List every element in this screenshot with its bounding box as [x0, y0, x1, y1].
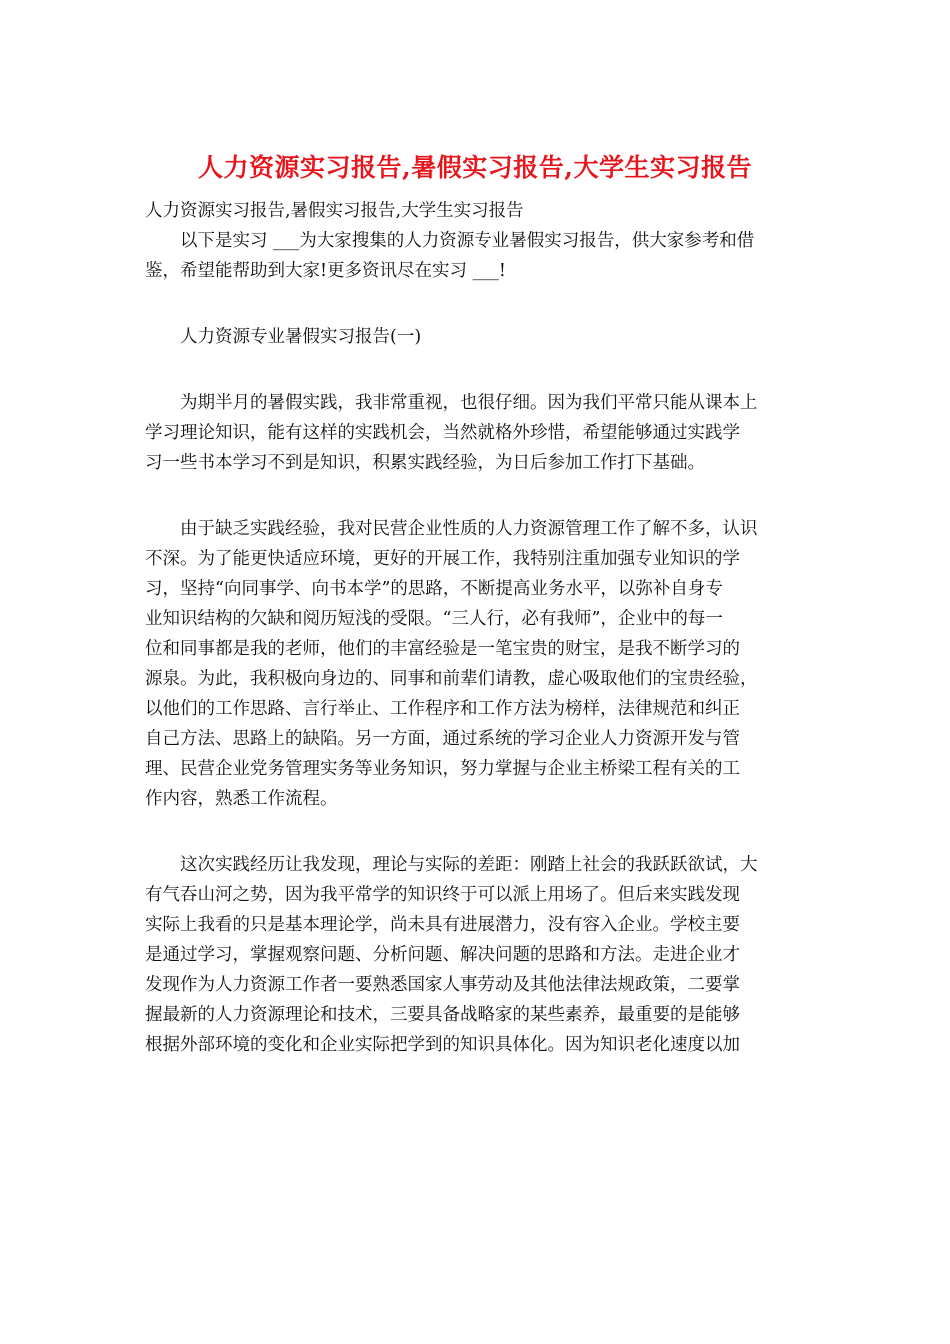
- paragraph-2: [145, 514, 811, 814]
- paragraph-1: [145, 388, 811, 478]
- paragraph-line: 理、民营企业党务管理实务等业务知识，努力掌握与企业主桥梁工程有关的工: [145, 759, 740, 779]
- paragraph-line: 习一些书本学习不到是知识，积累实践经验，为日后参加工作打下基础。: [145, 453, 705, 473]
- paragraph-3: [145, 850, 811, 1060]
- paragraph-line: 为期半月的暑假实践，我非常重视，也很仔细。因为我们平常只能从课本上: [180, 393, 758, 413]
- paragraph-line: 不深。为了能更快适应环境，更好的开展工作，我特别注重加强专业知识的学: [145, 549, 740, 569]
- paragraph-line: 习，坚持“向同事学、向书本学”的思路，不断提高业务水平，以弥补自身专: [145, 579, 723, 599]
- paragraph-line: 位和同事都是我的老师，他们的丰富经验是一笔宝贵的财宝，是我不断学习的: [145, 639, 740, 659]
- intro-line: 鉴，希望能帮助到大家!更多资讯尽在实习 ___!: [145, 261, 506, 281]
- document-title: 人力资源实习报告,暑假实习报告,大学生实习报告: [198, 153, 752, 182]
- paragraph-line: 源泉。为此，我积极向身边的、同事和前辈们请教，虚心吸取他们的宝贵经验，: [145, 669, 758, 689]
- paragraph-line: 业知识结构的欠缺和阅历短浅的受限。“三人行，必有我师”，企业中的每一: [145, 609, 723, 629]
- document-body: [145, 196, 811, 1060]
- paragraph-line: 自己方法、思路上的缺陷。另一方面，通过系统的学习企业人力资源开发与管: [145, 729, 740, 749]
- paragraph-line: 根据外部环境的变化和企业实际把学到的知识具体化。因为知识老化速度以加: [145, 1035, 740, 1055]
- paragraph-line: 以他们的工作思路、言行举止、工作程序和工作方法为榜样，法律规范和纠正: [145, 699, 740, 719]
- document-subtitle: 人力资源实习报告,暑假实习报告,大学生实习报告: [145, 201, 524, 221]
- paragraph-line: 这次实践经历让我发现，理论与实际的差距：刚踏上社会的我跃跃欲试，大: [180, 855, 758, 875]
- paragraph-line: 握最新的人力资源理论和技术，三要具备战略家的某些素养，最重要的是能够: [145, 1005, 740, 1025]
- paragraph-line: 由于缺乏实践经验，我对民营企业性质的人力资源管理工作了解不多，认识: [180, 519, 758, 539]
- paragraph-line: 有气吞山河之势，因为我平常学的知识终于可以派上用场了。但后来实践发现: [145, 885, 740, 905]
- paragraph-line: 是通过学习，掌握观察问题、分析问题、解决问题的思路和方法。走进企业才: [145, 945, 740, 965]
- paragraph-line: 发现作为人力资源工作者一要熟悉国家人事劳动及其他法律法规政策，二要掌: [145, 975, 740, 995]
- paragraph-line: 学习理论知识，能有这样的实践机会，当然就格外珍惜，希望能够通过实践学: [145, 423, 740, 443]
- section-heading: 人力资源专业暑假实习报告(一): [180, 327, 422, 347]
- paragraph-line: 作内容，熟悉工作流程。: [145, 789, 338, 809]
- intro-line: 以下是实习 ___为大家搜集的人力资源专业暑假实习报告，供大家参考和借: [180, 231, 755, 251]
- intro-paragraph: [145, 226, 811, 286]
- paragraph-line: 实际上我看的只是基本理论学，尚未具有进展潜力，没有容入企业。学校主要: [145, 915, 740, 935]
